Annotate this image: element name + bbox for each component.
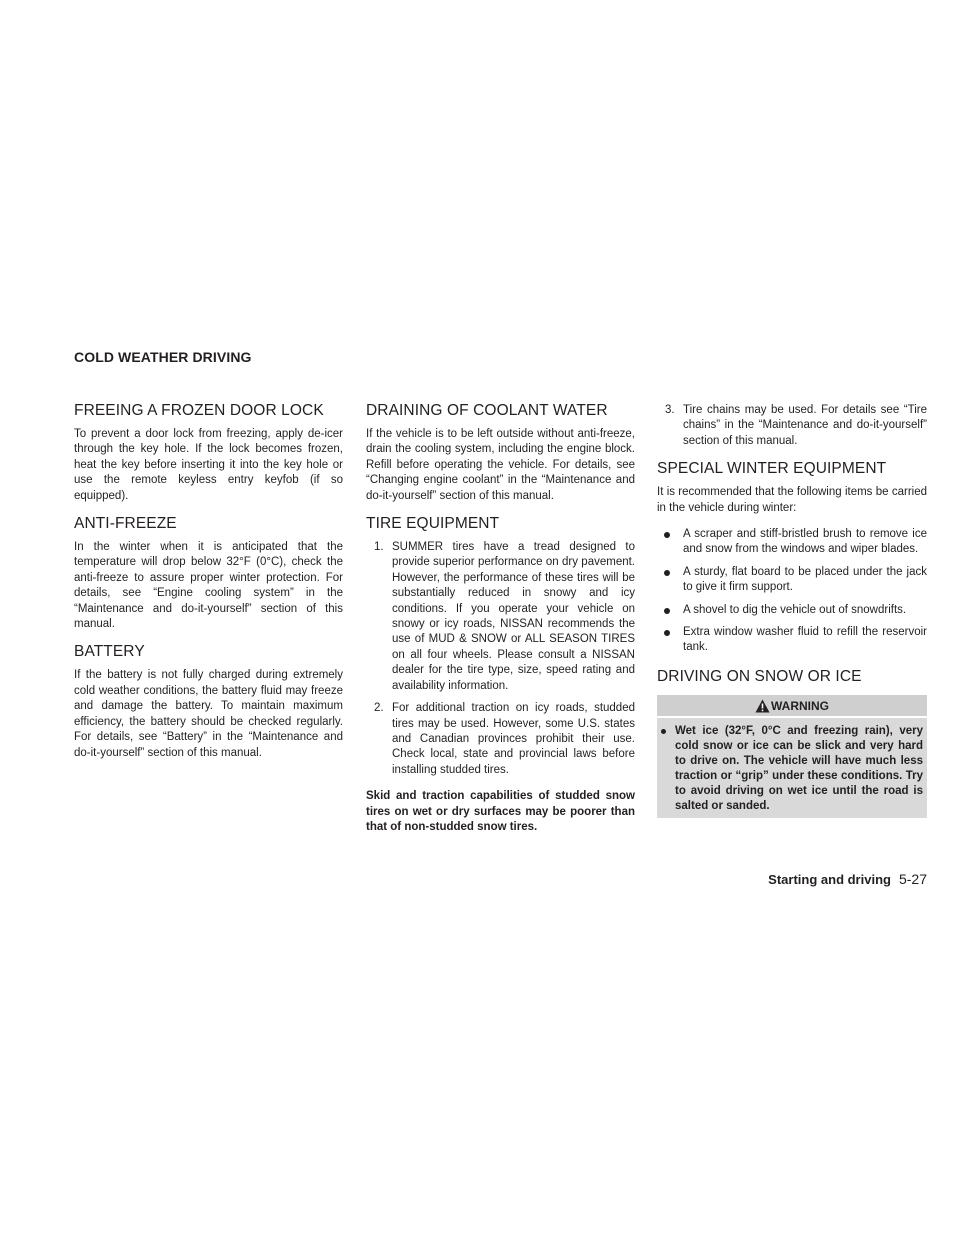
- page-number: 5-27: [898, 871, 927, 887]
- heading-driving-snow-ice: DRIVING ON SNOW OR ICE: [657, 667, 862, 685]
- heading-freeing-door-lock: FREEING A FROZEN DOOR LOCK: [74, 402, 324, 419]
- tire-equipment-list: [366, 540, 635, 778]
- winter-equipment-list: [657, 527, 927, 656]
- list-item: [366, 701, 635, 778]
- warning-triangle-icon: [755, 699, 771, 713]
- list-number: 2.: [374, 702, 384, 715]
- paragraph-special-winter-intro: It is recommended that the following items be carried in the vehicle during winter:: [657, 486, 927, 514]
- tire-equipment-list-continued: [657, 403, 927, 449]
- list-number: 3.: [665, 404, 675, 416]
- bullet-icon: [664, 608, 670, 614]
- bullet-icon: [664, 630, 670, 636]
- studded-tire-note: Skid and traction capabilities of studded snow tires on wet or dry surfaces may be poorer than that of non-studded snow tires.: [366, 790, 635, 833]
- paragraph-freeing-door-lock: To prevent a door lock from freezing, apply de-icer through the key hole. If the lock becomes frozen, heat the key before inserting it into the key hole or use the remote keyless entry keyfob (if so equipped).: [74, 428, 343, 502]
- list-text: Tire chains may be used. For details see “Tire chains” in the “Maintenance and do-it-yourself” section of this manual.: [683, 404, 927, 447]
- page-footer: [700, 871, 927, 887]
- column-2: [366, 402, 635, 846]
- list-item: [366, 540, 635, 694]
- list-item: [657, 565, 927, 596]
- footer-chapter: Starting and driving: [768, 872, 891, 887]
- heading-special-winter-equipment: SPECIAL WINTER EQUIPMENT: [657, 460, 887, 478]
- list-text: A scraper and stiff-bristled brush to remove ice and snow from the windows and wiper blades.: [683, 528, 927, 556]
- warning-header: [657, 695, 927, 718]
- list-item: [657, 527, 927, 558]
- section-title: COLD WEATHER DRIVING: [74, 349, 252, 365]
- warning-box: [657, 695, 927, 818]
- list-text: Extra window washer fluid to refill the reservoir tank.: [683, 626, 927, 654]
- list-text: SUMMER tires have a tread designed to provide superior performance on dry pavement. However, the performance of these tires will be substantially reduced in snowy and icy conditions. If you operate your vehicle on snowy or icy roads, NISSAN recommends the use of MUD & SNOW or ALL SEASON TIRES on all four wheels. Please consult a NISSAN dealer for the tire type, size, speed rating and availability information.: [392, 541, 635, 692]
- paragraph-draining-coolant: If the vehicle is to be left outside without anti-freeze, drain the cooling system, including the engine block. Refill before operating the vehicle. For details, see “Changing engine coolant” in the “Maintenance and do-it-yourself” section of this manual.: [366, 428, 635, 502]
- column-1: [74, 402, 343, 772]
- warning-label: WARNING: [771, 698, 829, 713]
- paragraph-battery: If the battery is not fully charged during extremely cold weather conditions, the battery fluid may freeze and damage the battery. To maintain maximum efficiency, the battery should be checked regularly. For details, see “Battery” in the “Maintenance and do-it-yourself” section of this manual.: [74, 669, 343, 759]
- heading-tire-equipment: TIRE EQUIPMENT: [366, 515, 500, 533]
- bullet-icon: [664, 570, 670, 576]
- list-number: 1.: [374, 541, 384, 554]
- bullet-icon: [661, 729, 666, 734]
- paragraph-anti-freeze: In the winter when it is anticipated that the temperature will drop below 32°F (0°C), check the anti-freeze to assure proper winter protection. For details, see “Engine cooling system” in the “Maintenance and do-it-yourself” section of this manual.: [74, 541, 343, 631]
- heading-anti-freeze: ANTI-FREEZE: [74, 515, 177, 533]
- warning-item: [657, 718, 927, 814]
- list-item: [657, 403, 927, 449]
- list-item: [657, 625, 927, 656]
- list-item: [657, 603, 927, 618]
- list-text: A shovel to dig the vehicle out of snowdrifts.: [683, 603, 907, 616]
- column-3: [657, 403, 927, 818]
- warning-text: Wet ice (32°F, 0°C and freezing rain), very cold snow or ice can be slick and very hard to drive on. The vehicle will have much less traction or “grip” under these conditions. Try to avoid driving on wet ice until the road is salted or sanded.: [675, 724, 923, 812]
- heading-battery: BATTERY: [74, 643, 145, 661]
- list-text: A sturdy, flat board to be placed under the jack to give it firm support.: [683, 565, 927, 594]
- list-text: For additional traction on icy roads, studded tires may be used. However, some U.S. states and Canadian provinces prohibit their use. Check local, state and provincial laws before installing studded tires.: [392, 702, 635, 776]
- bullet-icon: [664, 532, 670, 538]
- heading-draining-coolant: DRAINING OF COOLANT WATER: [366, 402, 608, 419]
